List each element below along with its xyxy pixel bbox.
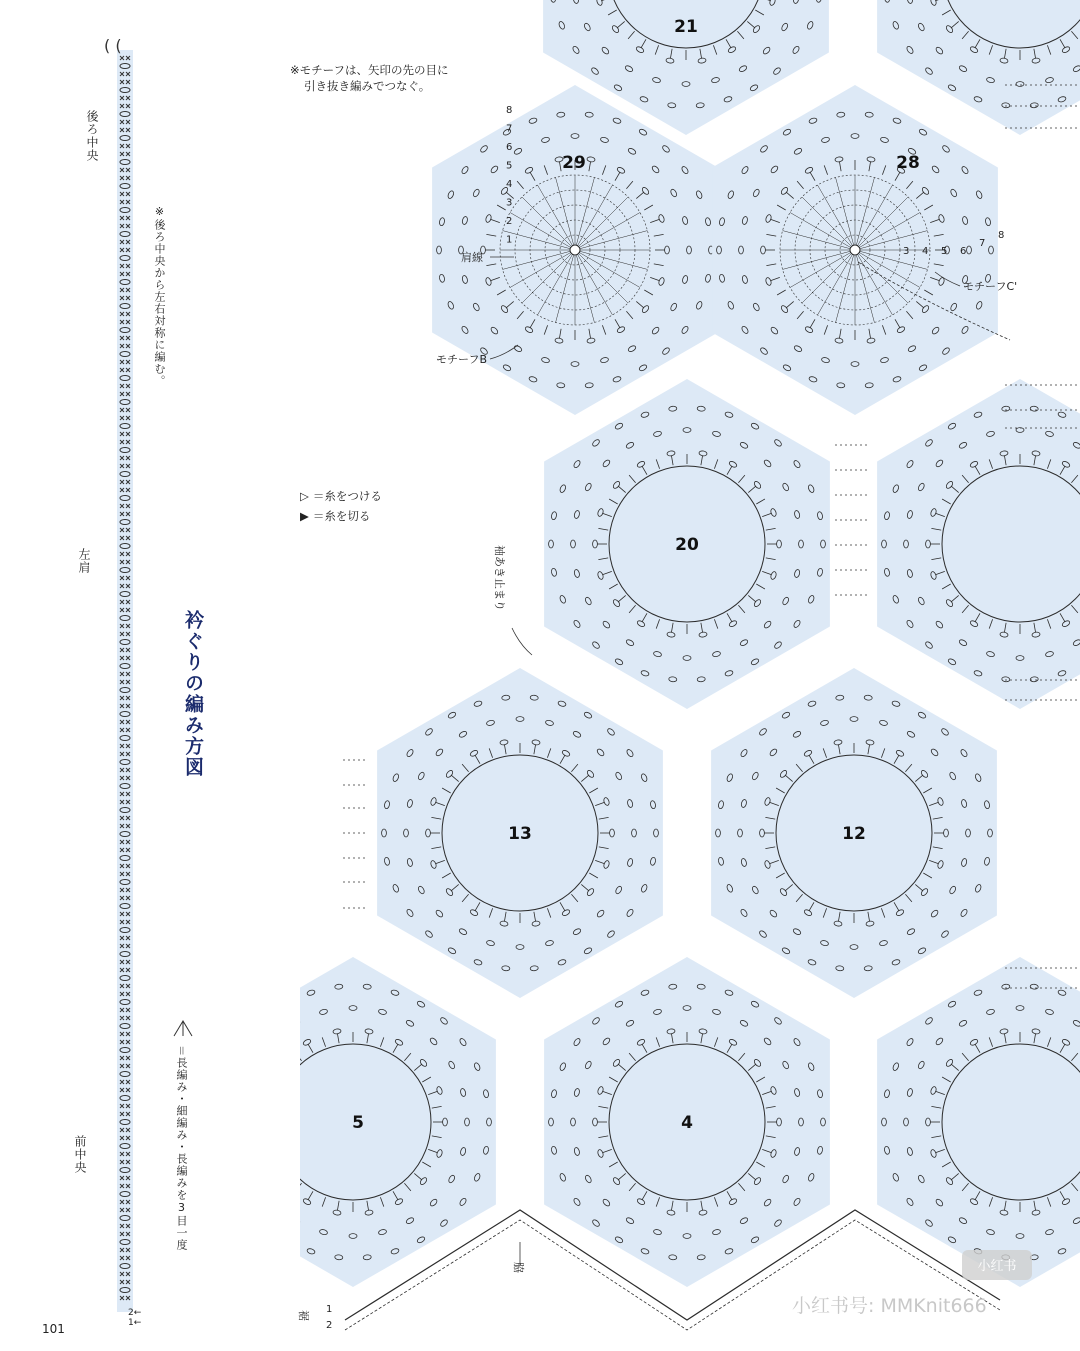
join-note-line2: 引き抜き編みでつなぐ。 xyxy=(304,79,431,93)
page-number: 101 xyxy=(42,1322,65,1336)
motif-29-number: 29 xyxy=(562,153,586,173)
round-number-right: 7 xyxy=(979,238,986,249)
note-symmetric: ※後ろ中央から左右対称に編む。 xyxy=(153,205,166,387)
dec-note: ＝長編み・細編み・長編みを3目一度 xyxy=(175,1045,188,1251)
motif-28-number: 28 xyxy=(896,153,920,173)
round-number-left: 2 xyxy=(506,216,513,227)
legend-attach-text: ＝糸をつける xyxy=(312,489,382,503)
side-label: 脇 xyxy=(512,1262,525,1273)
cut-thread-icon: ▶ xyxy=(300,509,309,523)
join-note-line1: ※モチーフは、矢印の先の目に xyxy=(290,63,449,77)
sleeve-stop-leader xyxy=(512,628,532,655)
motif-12-number: 12 xyxy=(842,824,866,844)
round-number-left: 6 xyxy=(506,142,513,153)
round-number-right: 8 xyxy=(998,230,1005,241)
round-number-right: 4 xyxy=(922,246,929,257)
round-number-left: 5 xyxy=(506,160,513,172)
round-number-left: 8 xyxy=(506,105,513,116)
attach-thread-icon: ▷ xyxy=(300,489,309,503)
round-number-left: 7 xyxy=(506,123,513,135)
motif-5-number: 5 xyxy=(352,1113,364,1133)
round-number-right: 6 xyxy=(960,246,967,257)
collar-title: 衿ぐりの編み方図 xyxy=(182,610,204,778)
motif-partial-top-right xyxy=(877,0,1080,135)
hem-label: 裾 xyxy=(297,1310,310,1321)
round-number-left: 3 xyxy=(506,197,513,209)
collar-row-1: 1← xyxy=(128,1318,142,1328)
label-front-center: 前中央 xyxy=(73,1135,87,1174)
label-left-shoulder: 左肩 xyxy=(77,548,91,574)
motif-partial-bottom-right xyxy=(877,957,1080,1287)
shoulder-line-label: 肩線 xyxy=(461,251,483,264)
collar-break-mark: ( ( xyxy=(104,36,122,55)
round-number-right: 5 xyxy=(941,246,948,257)
watermark-badge-text: 小红书 xyxy=(977,1259,1017,1274)
label-back-center: 後ろ中央 xyxy=(85,110,99,162)
motif-c-label: モチーフC' xyxy=(963,280,1018,293)
motif-21-number: 21 xyxy=(674,17,698,37)
motif-partial-mid-right xyxy=(877,379,1080,709)
motif-4-number: 4 xyxy=(681,1113,693,1133)
motif-28 xyxy=(712,85,998,415)
motif-13-number: 13 xyxy=(508,824,532,844)
motif-20-number: 20 xyxy=(675,535,699,555)
round-number-left: 4 xyxy=(506,179,513,190)
hem-row-2: 2 xyxy=(326,1320,333,1331)
collar-row-2: 2← xyxy=(128,1308,142,1318)
sleeve-stop-label: 袖あき止まり xyxy=(493,545,506,611)
hem-row-1: 1 xyxy=(326,1304,333,1315)
round-number-right: 3 xyxy=(903,246,910,257)
round-number-left: 1 xyxy=(506,234,513,246)
watermark-text: 小红书号: MMKnit666 xyxy=(792,1295,987,1317)
legend-cut-text: ＝糸を切る xyxy=(312,509,371,523)
motif-b-label: モチーフB xyxy=(436,353,487,366)
